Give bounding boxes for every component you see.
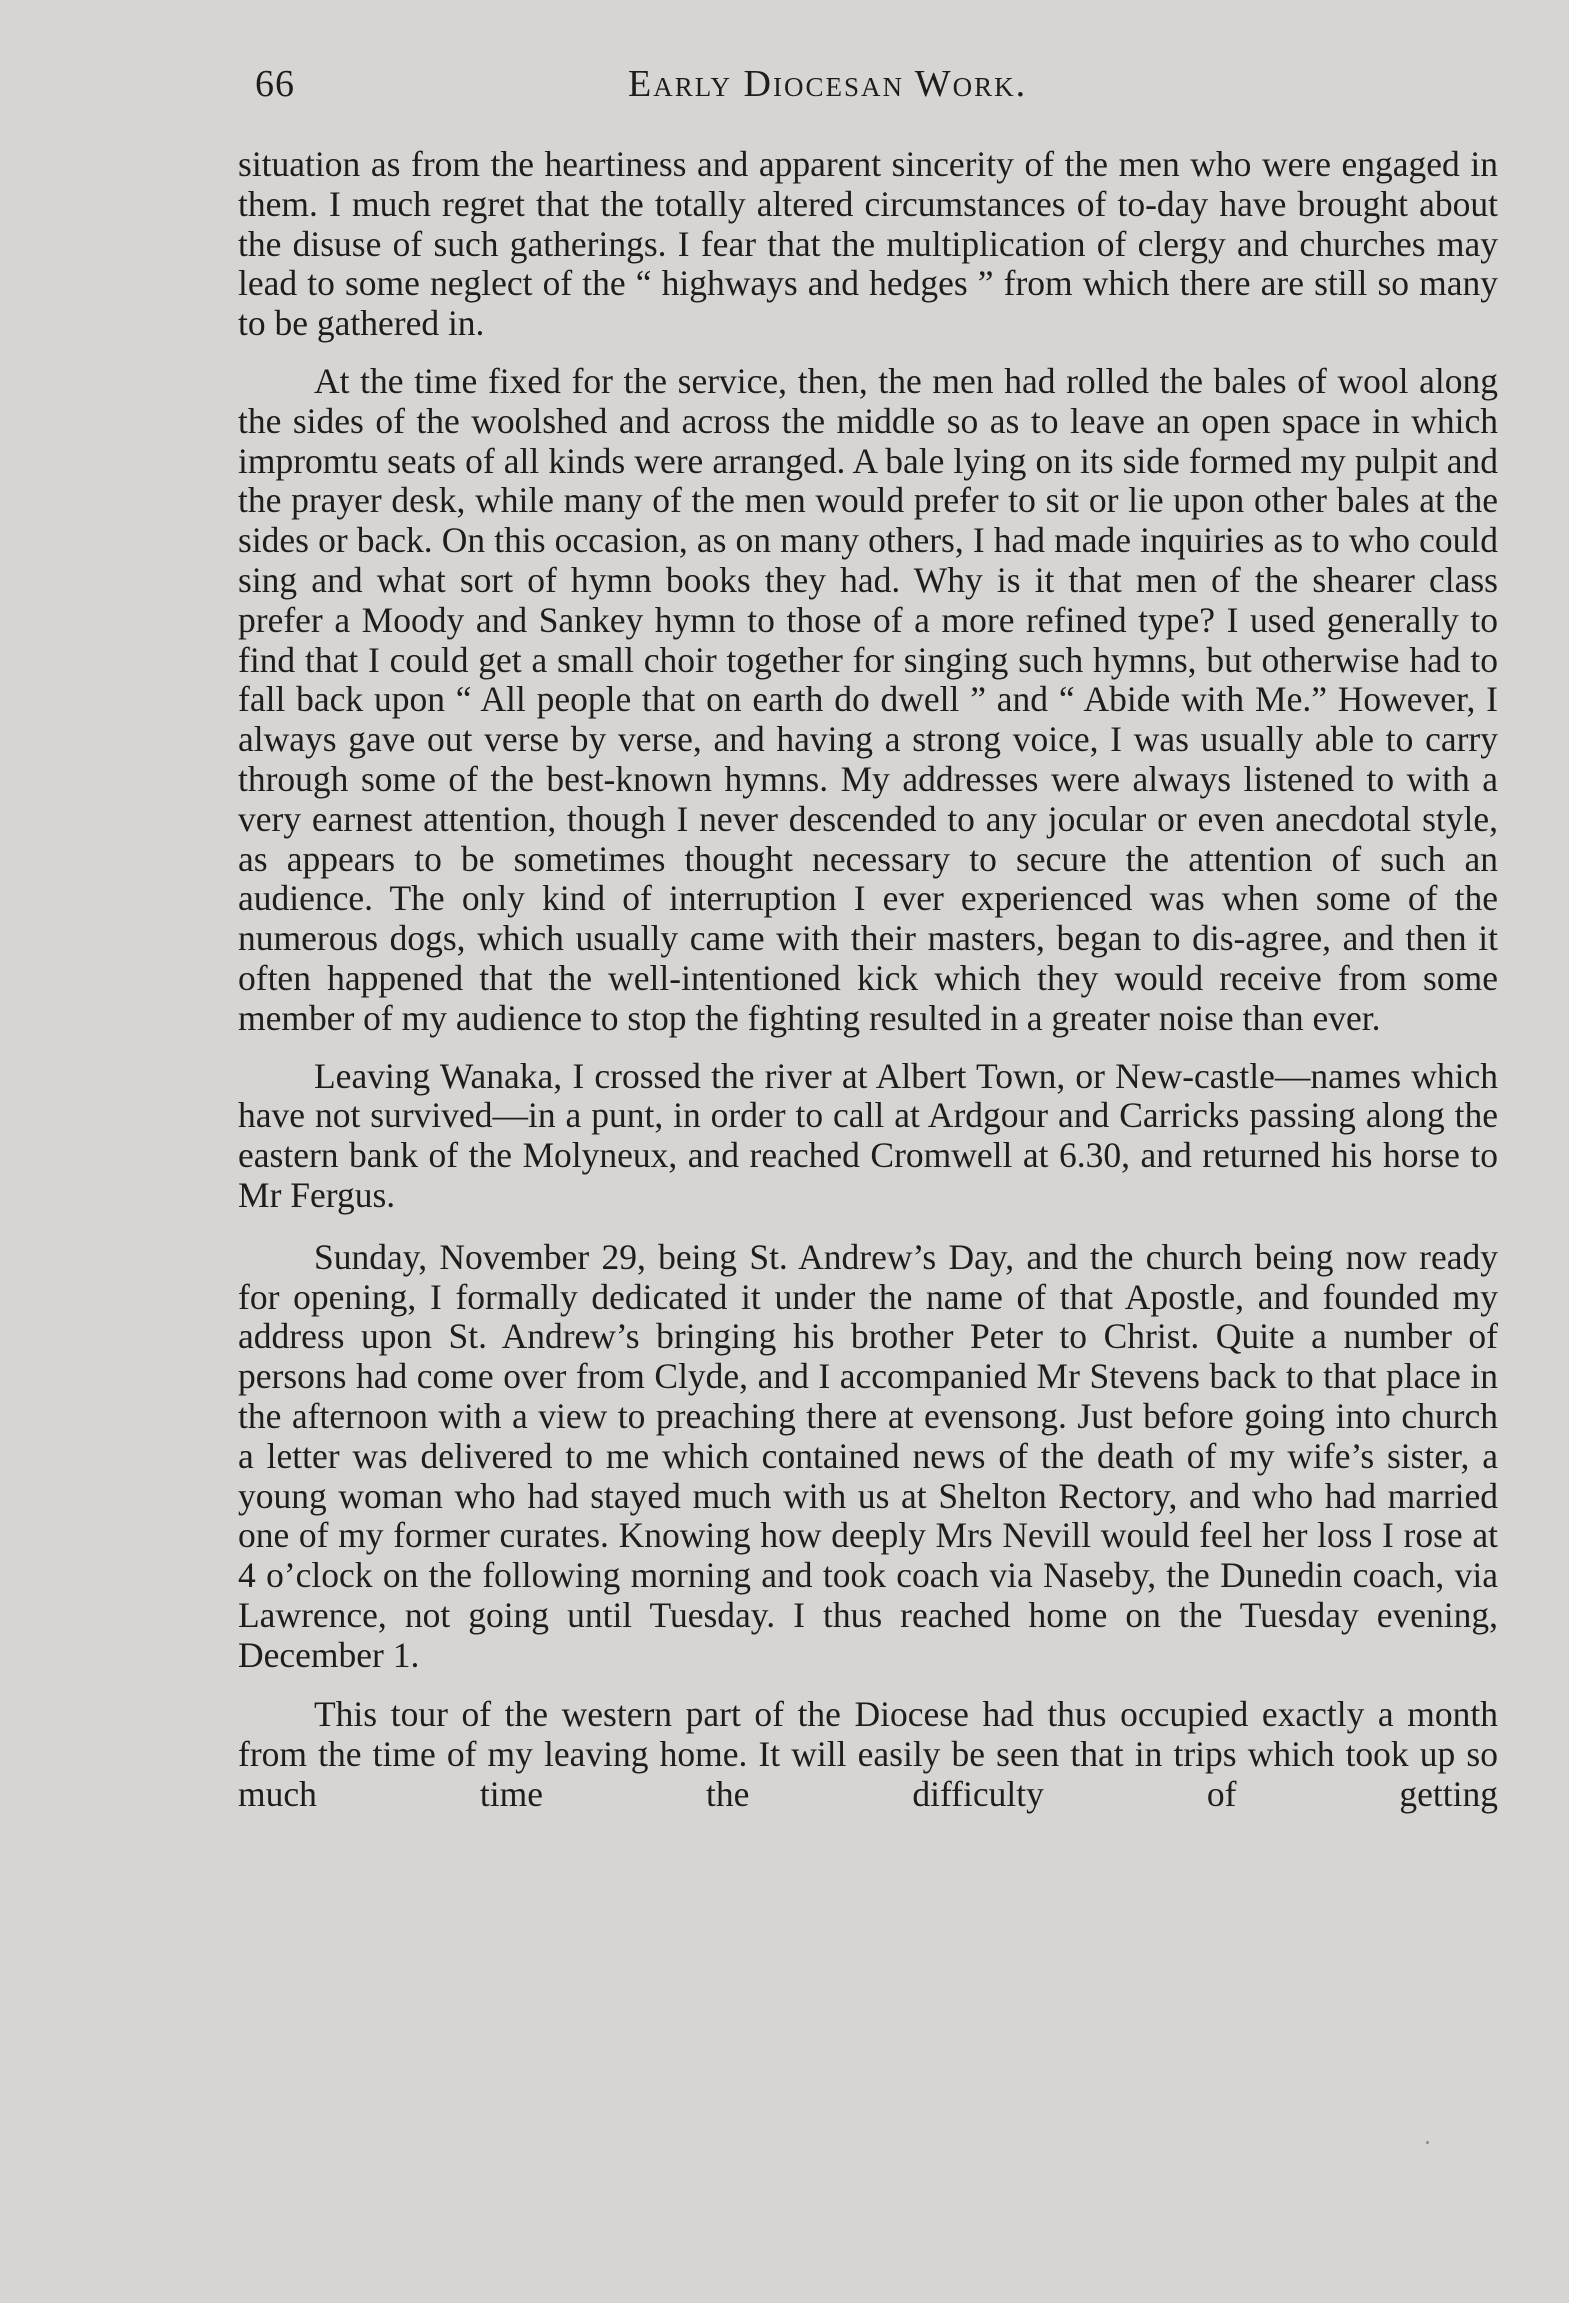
running-title: Early Diocesan Work. bbox=[628, 63, 1028, 105]
paragraph-3: Leaving Wanaka, I crossed the river at Albert Town, or New-castle—names which have not survived—in a punt, in order to call at Ardgour and Carricks passing along the eastern bank of the Molyneux, and reached Cromwell at 6.30, and returned his horse to Mr Fergus. bbox=[238, 1055, 1498, 1215]
body-text bbox=[238, 145, 1498, 1815]
page-number: 66 bbox=[255, 63, 295, 105]
paragraph-2: At the time fixed for the service, then, the men had rolled the bales of wool along the sides of the woolshed and across the middle so as to leave an open space in which impromtu seats of all kinds were arranged. A bale lying on its side formed my pulpit and the prayer desk, while many of the men would prefer to sit or lie upon other bales at the sides or back. On this occasion, as on many others, I had made inquiries as to who could sing and what sort of hymn books they had. Why is it that men of the shearer class prefer a Moody and Sankey hymn to those of a more refined type? I used generally to find that I could get a small choir together for singing such hymns, but otherwise had to fall back upon “ All people that on earth do dwell ” and “ Abide with Me.” However, I always gave out verse by verse, and having a strong voice, I was usually able to carry through some of the best-known hymns. My addresses were always listened to with a very earnest attention, though I never descended to any jocular or even anecdotal style, as appears to be sometimes thought necessary to secure the attention of such an audience. The only kind of interruption I ever experienced was when some of the numerous dogs, which usually came with their masters, began to dis-agree, and then it often happened that the well-intentioned kick which they would receive from some member of my audience to stop the fighting resulted in a greater noise than ever. bbox=[238, 360, 1498, 1038]
page-speck bbox=[1426, 2141, 1429, 2144]
paragraph-1: situation as from the heartiness and apparent sincerity of the men who were engaged in them. I much regret that the totally altered circumstances of to-day have brought about the disuse of such gatherings. I fear that the multiplication of clergy and churches may lead to some neglect of the “ highways and hedges ” from which there are still so many to be gathered in. bbox=[238, 144, 1498, 344]
paragraph-4: Sunday, November 29, being St. Andrew’s Day, and the church being now ready for opening, I formally dedicated it under the name of that Apostle, and founded my address upon St. Andrew’s bringing his brother Peter to Christ. Quite a number of persons had come over from Clyde, and I accompanied Mr Stevens back to that place in the afternoon with a view to preaching there at evensong. Just before going into church a letter was delivered to me which contained news of the death of my wife’s sister, a young woman who had stayed much with us at Shelton Rectory, and who had married one of my former curates. Knowing how deeply Mrs Nevill would feel her loss I rose at 4 o’clock on the following morning and took coach via Naseby, the Dunedin coach, via Lawrence, not going until Tuesday. I thus reached home on the Tuesday evening, December 1. bbox=[238, 1236, 1498, 1675]
page-header bbox=[233, 60, 1503, 110]
paragraph-5: This tour of the western part of the Diocese had thus occupied exactly a month from the time of my leaving home. It will easily be seen that in trips which took up so much time the difficulty of getting bbox=[238, 1694, 1498, 1815]
